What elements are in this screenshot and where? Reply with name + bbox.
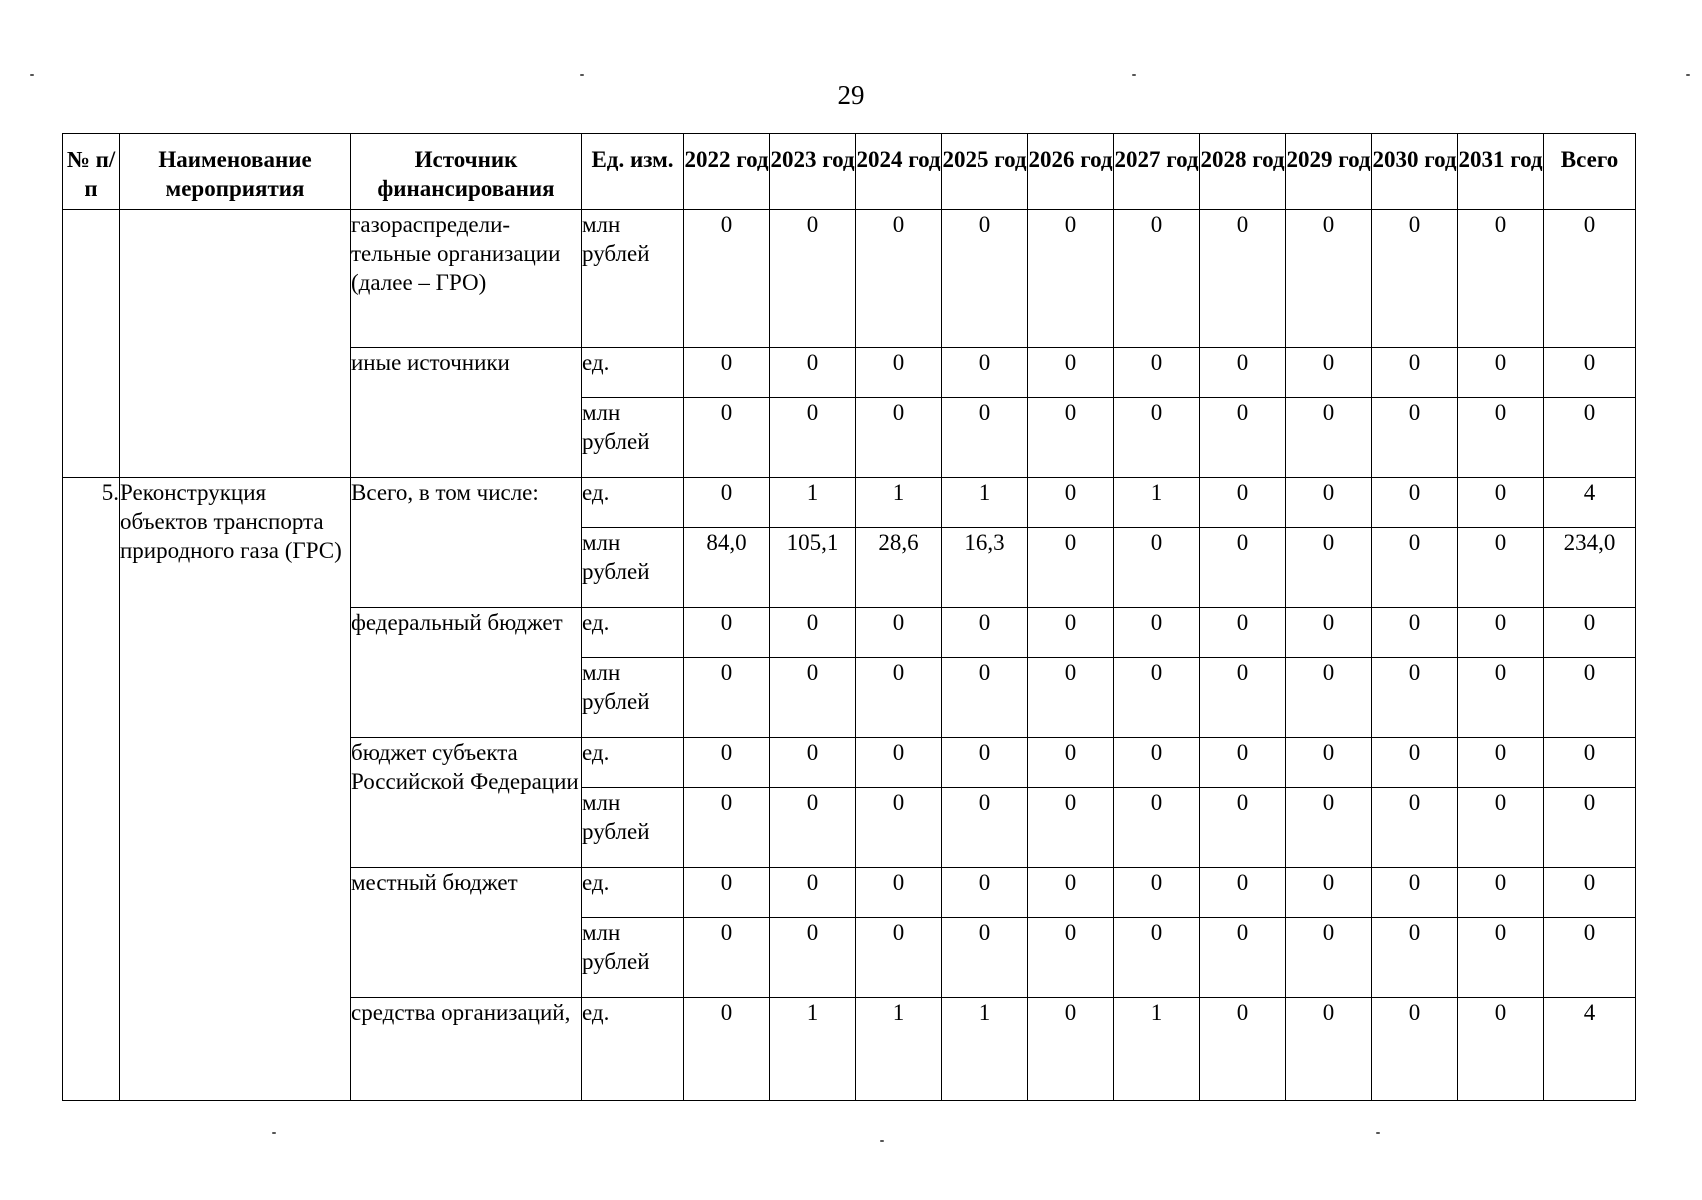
value-cell: 0: [1286, 788, 1372, 868]
value-cell: 0: [1286, 998, 1372, 1101]
value-cell: 0: [1458, 998, 1544, 1101]
value-cell: 1: [770, 998, 856, 1101]
value-cell: 0: [1200, 868, 1286, 918]
value-cell: 0: [1372, 998, 1458, 1101]
header-unit: Ед. изм.: [582, 134, 684, 210]
total-cell: 0: [1544, 918, 1636, 998]
value-cell: 0: [770, 658, 856, 738]
value-cell: 0: [1286, 658, 1372, 738]
row-number-cell: [63, 210, 120, 478]
total-cell: 4: [1544, 478, 1636, 528]
value-cell: 0: [770, 738, 856, 788]
value-cell: 0: [684, 478, 770, 528]
value-cell: 0: [1200, 918, 1286, 998]
value-cell: 0: [1286, 918, 1372, 998]
scan-speck: [580, 74, 584, 76]
total-cell: 0: [1544, 608, 1636, 658]
total-cell: 0: [1544, 738, 1636, 788]
value-cell: 16,3: [942, 528, 1028, 608]
scan-speck: [880, 1140, 884, 1142]
value-cell: 0: [1028, 788, 1114, 868]
value-cell: 0: [1286, 528, 1372, 608]
value-cell: 0: [1114, 738, 1200, 788]
scan-speck: [30, 74, 34, 76]
value-cell: 0: [1372, 918, 1458, 998]
value-cell: 0: [1458, 210, 1544, 348]
value-cell: 0: [770, 210, 856, 348]
value-cell: 0: [1458, 398, 1544, 478]
value-cell: 28,6: [856, 528, 942, 608]
value-cell: 0: [1372, 210, 1458, 348]
scan-speck: [1376, 1132, 1380, 1134]
value-cell: 0: [1286, 398, 1372, 478]
header-num: № п/п: [63, 134, 120, 210]
source-cell: Всего, в том числе:: [351, 478, 582, 608]
unit-cell: ед.: [582, 348, 684, 398]
value-cell: 0: [1028, 398, 1114, 478]
value-cell: 0: [942, 348, 1028, 398]
header-year: 2024 год: [856, 134, 942, 210]
row-name-cell: Реконструкция объектов транспорта природного газа (ГРС): [120, 478, 351, 1101]
value-cell: 0: [1200, 528, 1286, 608]
header-total: Всего: [1544, 134, 1636, 210]
value-cell: 0: [684, 918, 770, 998]
value-cell: 0: [1114, 788, 1200, 868]
value-cell: 0: [684, 868, 770, 918]
row-name-cell: [120, 210, 351, 478]
unit-cell: млн рублей: [582, 788, 684, 868]
value-cell: 0: [1458, 658, 1544, 738]
value-cell: 0: [1286, 478, 1372, 528]
header-year: 2025 год: [942, 134, 1028, 210]
header-year: 2022 год: [684, 134, 770, 210]
value-cell: 0: [1200, 608, 1286, 658]
value-cell: 0: [1028, 998, 1114, 1101]
value-cell: 0: [1372, 788, 1458, 868]
value-cell: 0: [942, 788, 1028, 868]
total-cell: 234,0: [1544, 528, 1636, 608]
value-cell: 0: [1200, 398, 1286, 478]
source-cell: местный бюджет: [351, 868, 582, 998]
row-number-cell: 5.: [63, 478, 120, 1101]
value-cell: 0: [942, 738, 1028, 788]
value-cell: 0: [684, 658, 770, 738]
value-cell: 1: [856, 478, 942, 528]
value-cell: 0: [856, 868, 942, 918]
value-cell: 0: [1286, 210, 1372, 348]
header-row: [63, 134, 1636, 210]
source-cell: иные источники: [351, 348, 582, 478]
value-cell: 0: [684, 608, 770, 658]
value-cell: 105,1: [770, 528, 856, 608]
value-cell: 1: [942, 998, 1028, 1101]
value-cell: 0: [1372, 348, 1458, 398]
value-cell: 0: [1286, 738, 1372, 788]
total-cell: 0: [1544, 210, 1636, 348]
source-cell: бюджет субъекта Российской Федерации: [351, 738, 582, 868]
value-cell: 0: [770, 398, 856, 478]
value-cell: 0: [684, 738, 770, 788]
value-cell: 1: [856, 998, 942, 1101]
value-cell: 1: [942, 478, 1028, 528]
total-cell: 0: [1544, 658, 1636, 738]
value-cell: 0: [1372, 398, 1458, 478]
value-cell: 0: [1458, 478, 1544, 528]
value-cell: 0: [1114, 528, 1200, 608]
value-cell: 0: [856, 658, 942, 738]
value-cell: 0: [1028, 868, 1114, 918]
scan-speck: [1686, 74, 1690, 76]
unit-cell: ед.: [582, 608, 684, 658]
value-cell: 0: [1114, 348, 1200, 398]
source-cell: средства организаций,: [351, 998, 582, 1101]
value-cell: 0: [1200, 998, 1286, 1101]
value-cell: 0: [1200, 658, 1286, 738]
value-cell: 0: [1028, 528, 1114, 608]
financing-table: [62, 133, 1636, 1101]
value-cell: 0: [1458, 868, 1544, 918]
scan-speck: [272, 1132, 276, 1134]
value-cell: 0: [1458, 348, 1544, 398]
value-cell: 0: [1458, 608, 1544, 658]
value-cell: 0: [684, 998, 770, 1101]
value-cell: 0: [684, 398, 770, 478]
value-cell: 0: [684, 788, 770, 868]
value-cell: 0: [1114, 210, 1200, 348]
value-cell: 0: [1114, 608, 1200, 658]
unit-cell: ед.: [582, 738, 684, 788]
value-cell: 0: [770, 868, 856, 918]
value-cell: 0: [1028, 478, 1114, 528]
value-cell: 0: [1114, 398, 1200, 478]
value-cell: 0: [1028, 918, 1114, 998]
value-cell: 0: [942, 398, 1028, 478]
source-cell: газораспредели-тельные организации (далее – ГРО): [351, 210, 582, 348]
value-cell: 0: [1028, 348, 1114, 398]
value-cell: 0: [1372, 658, 1458, 738]
value-cell: 0: [1286, 348, 1372, 398]
value-cell: 0: [684, 348, 770, 398]
value-cell: 0: [856, 608, 942, 658]
value-cell: 0: [856, 398, 942, 478]
value-cell: 0: [1458, 918, 1544, 998]
value-cell: 0: [1372, 478, 1458, 528]
value-cell: 0: [1200, 738, 1286, 788]
unit-cell: ед.: [582, 868, 684, 918]
value-cell: 0: [942, 210, 1028, 348]
header-year: 2026 год: [1028, 134, 1114, 210]
value-cell: 0: [1114, 658, 1200, 738]
value-cell: 0: [1200, 348, 1286, 398]
value-cell: 0: [856, 738, 942, 788]
value-cell: 0: [856, 788, 942, 868]
unit-cell: ед.: [582, 478, 684, 528]
header-year: 2028 год: [1200, 134, 1286, 210]
header-year: 2031 год: [1458, 134, 1544, 210]
value-cell: 0: [942, 658, 1028, 738]
total-cell: 0: [1544, 868, 1636, 918]
value-cell: 1: [1114, 478, 1200, 528]
value-cell: 0: [942, 608, 1028, 658]
total-cell: 0: [1544, 788, 1636, 868]
value-cell: 0: [856, 918, 942, 998]
source-cell: федеральный бюджет: [351, 608, 582, 738]
unit-cell: млн рублей: [582, 398, 684, 478]
total-cell: 0: [1544, 348, 1636, 398]
value-cell: 1: [1114, 998, 1200, 1101]
value-cell: 0: [1372, 608, 1458, 658]
value-cell: 0: [1286, 608, 1372, 658]
header-year: 2023 год: [770, 134, 856, 210]
value-cell: 0: [1372, 738, 1458, 788]
value-cell: 0: [1200, 210, 1286, 348]
value-cell: 0: [1458, 738, 1544, 788]
value-cell: 0: [1286, 868, 1372, 918]
value-cell: 0: [1458, 788, 1544, 868]
value-cell: 0: [1028, 738, 1114, 788]
value-cell: 0: [770, 608, 856, 658]
header-name: Наименование мероприятия: [120, 134, 351, 210]
value-cell: 0: [770, 348, 856, 398]
value-cell: 0: [1458, 528, 1544, 608]
unit-cell: ед.: [582, 998, 684, 1101]
value-cell: 0: [856, 210, 942, 348]
value-cell: 0: [1372, 528, 1458, 608]
value-cell: 0: [1372, 868, 1458, 918]
unit-cell: млн рублей: [582, 210, 684, 348]
header-source: Источник финансирования: [351, 134, 582, 210]
table-row: [63, 478, 1636, 528]
value-cell: 0: [1200, 788, 1286, 868]
unit-cell: млн рублей: [582, 918, 684, 998]
scan-speck: [1132, 74, 1136, 76]
value-cell: 0: [942, 868, 1028, 918]
value-cell: 0: [1028, 210, 1114, 348]
value-cell: 0: [1028, 608, 1114, 658]
value-cell: 0: [856, 348, 942, 398]
value-cell: 0: [684, 210, 770, 348]
table-row: [63, 210, 1636, 348]
value-cell: 0: [770, 788, 856, 868]
value-cell: 0: [770, 918, 856, 998]
unit-cell: млн рублей: [582, 528, 684, 608]
value-cell: 0: [1114, 918, 1200, 998]
value-cell: 0: [1114, 868, 1200, 918]
value-cell: 0: [1200, 478, 1286, 528]
header-year: 2027 год: [1114, 134, 1200, 210]
page-number: 29: [837, 80, 865, 110]
header-year: 2029 год: [1286, 134, 1372, 210]
value-cell: 0: [942, 918, 1028, 998]
total-cell: 4: [1544, 998, 1636, 1101]
value-cell: 1: [770, 478, 856, 528]
total-cell: 0: [1544, 398, 1636, 478]
unit-cell: млн рублей: [582, 658, 684, 738]
header-year: 2030 год: [1372, 134, 1458, 210]
value-cell: 0: [1028, 658, 1114, 738]
value-cell: 84,0: [684, 528, 770, 608]
